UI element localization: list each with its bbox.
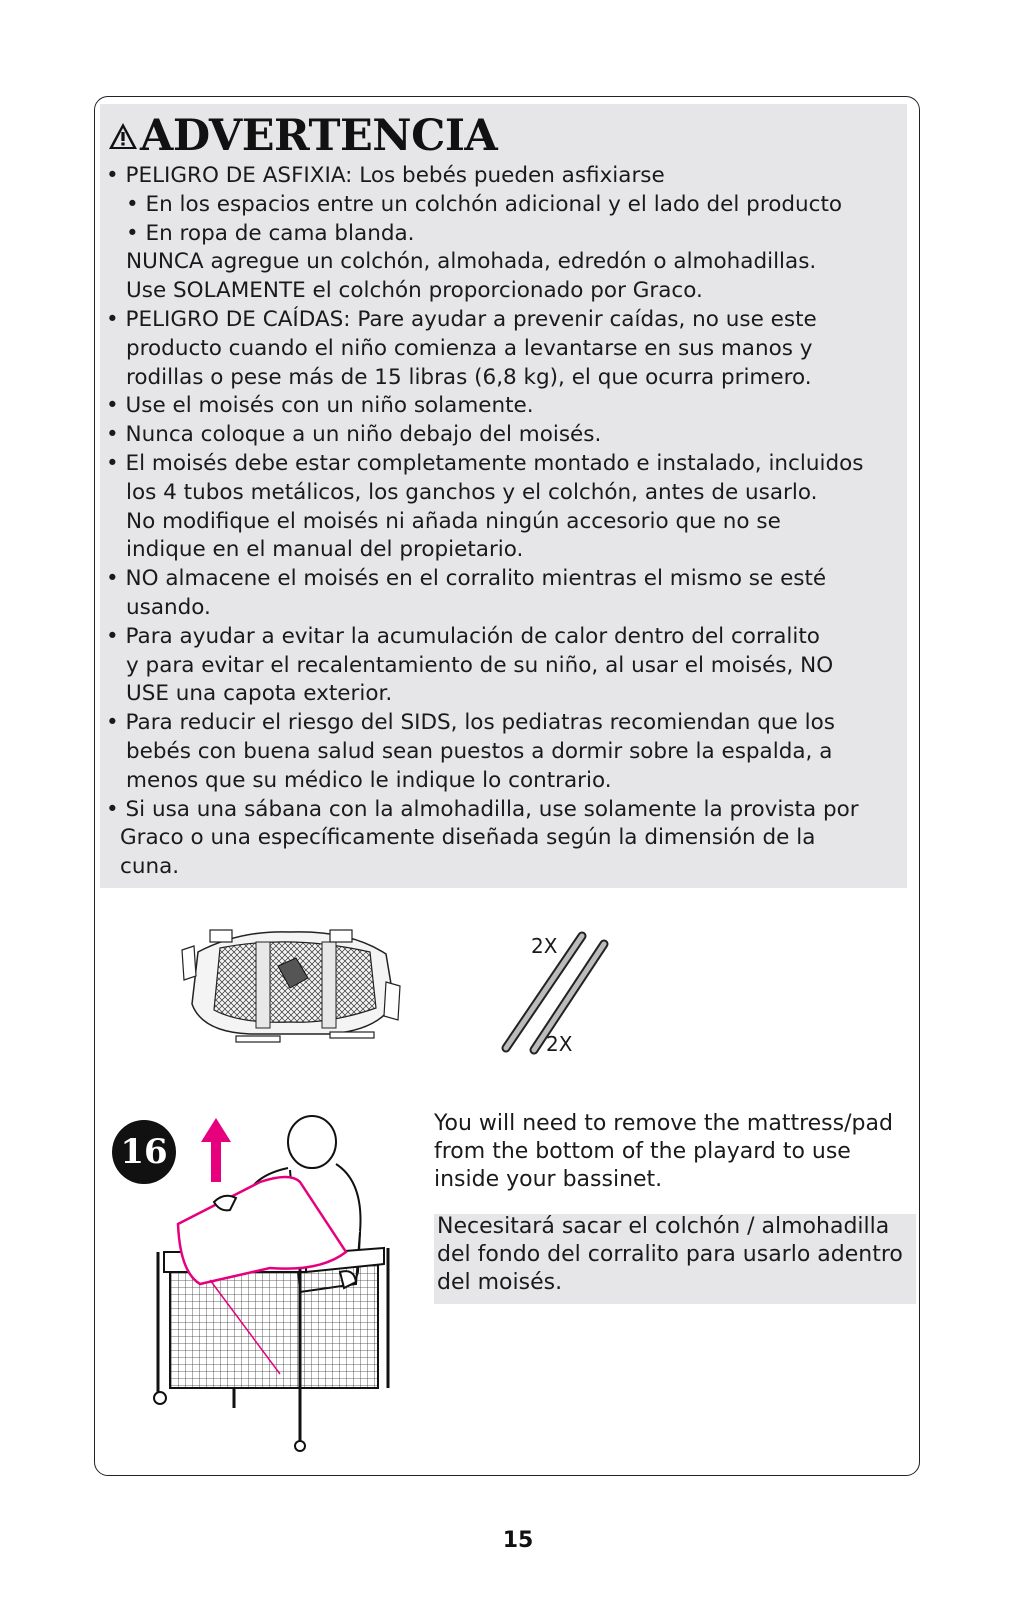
warning-line: • Nunca coloque a un niño debajo del moisés. [106, 422, 602, 448]
warning-line: indique en el manual del propietario. [126, 537, 524, 563]
warning-line: Graco o una específicamente diseñada según la dimensión de la [120, 825, 816, 851]
warning-triangle-icon [108, 122, 138, 150]
warning-line: Use SOLAMENTE el colchón proporcionado por Graco. [126, 278, 703, 304]
warning-line: • En ropa de cama blanda. [126, 220, 415, 246]
warning-line: NUNCA agregue un colchón, almohada, edredón o almohadillas. [126, 249, 817, 275]
step-instruction-spanish: Necesitará sacar el colchón / almohadilla del fondo del corralito para usarlo adentro del moisés. [437, 1214, 903, 1295]
warning-line: • PELIGRO DE ASFIXIA: Los bebés pueden asfixiarse [106, 163, 665, 188]
warning-line: cuna. [120, 854, 180, 880]
warning-line: • Para reducir el riesgo del SIDS, los pediatras recomiendan que los [106, 710, 835, 736]
warning-header [108, 108, 497, 164]
warning-line: rodillas o pese más de 15 libras (6,8 kg), el que ocurra primero. [126, 364, 812, 390]
warning-line: menos que su médico le indique lo contrario. [126, 767, 612, 793]
warning-line: • NO almacene el moisés en el corralito mientras el mismo se esté [106, 566, 827, 592]
warning-text [106, 162, 906, 882]
warning-title: ADVERTENCIA [140, 111, 498, 161]
warning-line: • Use el moisés con un niño solamente. [106, 393, 534, 419]
bassinet-illustration [180, 922, 402, 1054]
step-instruction-english: You will need to remove the mattress/pad from the bottom of the playard to use inside your bassinet. [434, 1111, 893, 1192]
warning-line: y para evitar el recalentamiento de su niño, al usar el moisés, NO [126, 652, 834, 678]
warning-line: los 4 tubos metálicos, los ganchos y el colchón, antes de usarlo. [126, 479, 818, 505]
warning-line: • El moisés debe estar completamente montado e instalado, incluidos [106, 450, 864, 476]
warning-line: • PELIGRO DE CAÍDAS: Pare ayudar a prevenir caídas, no use este [106, 306, 817, 332]
warning-line: • Para ayudar a evitar la acumulación de calor dentro del corralito [106, 623, 820, 649]
playard-mattress-illustration [150, 1112, 394, 1452]
warning-line: • Si usa una sábana con la almohadilla, use solamente la provista por [106, 796, 859, 822]
warning-line: producto cuando el niño comienza a levantarse en sus manos y [126, 335, 813, 361]
warning-line: usando. [126, 594, 211, 620]
warning-line: • En los espacios entre un colchón adicional y el lado del producto [126, 191, 843, 217]
page-number: 15 [502, 1528, 534, 1553]
warning-line: No modifique el moisés ni añada ningún accesorio que no se [126, 508, 781, 534]
tube-quantity-label: 2X [531, 934, 558, 958]
tube-quantity-label: 2X [546, 1032, 573, 1056]
step-number-badge: 16 [112, 1120, 176, 1184]
warning-line: USE una capota exterior. [126, 681, 393, 707]
warning-line: bebés con buena salud sean puestos a dormir sobre la espalda, a [126, 738, 833, 764]
